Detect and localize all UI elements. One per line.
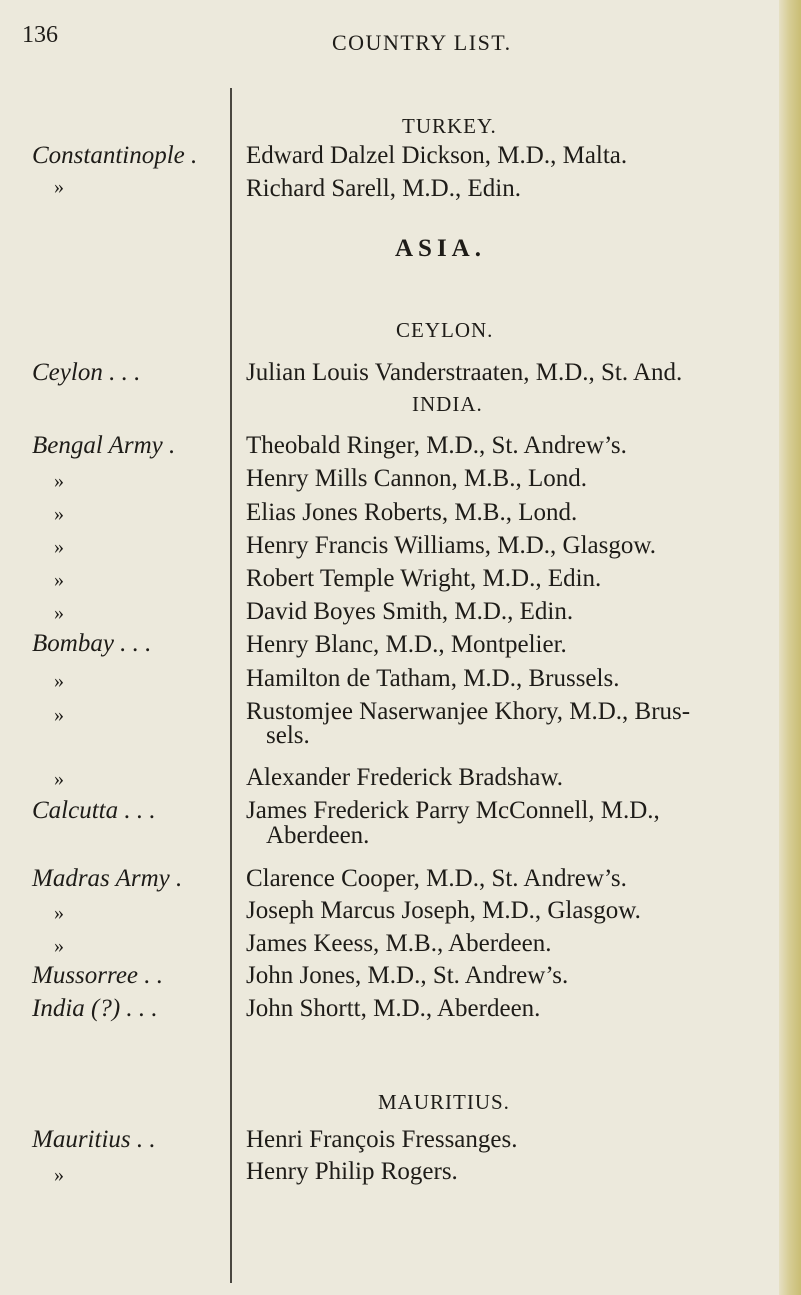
list-item: Hamilton de Tatham, M.D., Brussels. [246,665,620,692]
section-heading-asia: ASIA. [395,235,486,262]
place-label: Ceylon . . . [32,359,141,386]
section-heading-mauritius: MAURITIUS. [378,1090,510,1114]
ditto-mark: » [54,470,64,492]
ditto-mark: » [54,536,64,558]
list-item: Henry Blanc, M.D., Montpelier. [246,631,567,658]
place-label: Madras Army . [32,865,183,892]
list-item: Henry Mills Cannon, M.B., Lond. [246,465,587,492]
ditto-mark: » [54,1164,64,1186]
list-item: James Frederick Parry McConnell, M.D., [246,797,660,824]
list-item: James Keess, M.B., Aberdeen. [246,930,552,957]
ditto-mark: » [54,902,64,924]
list-item: Henry Francis Williams, M.D., Glasgow. [246,532,657,559]
ditto-mark: » [54,768,64,790]
page-number: 136 [22,22,58,48]
list-item: Richard Sarell, M.D., Edin. [246,175,521,202]
list-item: Henry Philip Rogers. [246,1158,458,1185]
page-edge [779,0,801,1295]
list-item: John Jones, M.D., St. Andrew’s. [246,962,569,989]
list-item: Joseph Marcus Joseph, M.D., Glasgow. [246,897,641,924]
list-item: Alexander Frederick Bradshaw. [246,764,564,791]
ditto-mark: » [54,569,64,591]
list-item: John Shortt, M.D., Aberdeen. [246,995,541,1022]
list-item-continuation: Aberdeen. [266,822,370,849]
list-item: Theobald Ringer, M.D., St. Andrew’s. [246,432,627,459]
list-item: Rustomjee Naserwanjee Khory, M.D., Brus- [246,698,691,725]
ditto-mark: » [54,602,64,624]
place-label: Bengal Army . [32,432,176,459]
ditto-mark: » [54,935,64,957]
place-label: Calcutta . . . [32,797,156,824]
place-label: Mussorree . . [32,962,164,989]
list-item: Robert Temple Wright, M.D., Edin. [246,565,602,592]
ditto-mark: » [54,176,64,198]
list-item: Elias Jones Roberts, M.B., Lond. [246,499,578,526]
list-item: Julian Louis Vanderstraaten, M.D., St. And. [246,359,683,386]
ditto-mark: » [54,503,64,525]
ditto-mark: » [54,704,64,726]
section-heading-ceylon: CEYLON. [396,318,494,342]
running-head: COUNTRY LIST. [332,30,512,55]
section-heading-turkey: TURKEY. [402,114,497,138]
place-label: Bombay . . . [32,630,152,657]
place-label: Constantinople . [32,142,198,169]
list-item: Clarence Cooper, M.D., St. Andrew’s. [246,865,627,892]
place-label: Mauritius . . [32,1126,156,1153]
section-heading-india: INDIA. [412,392,483,416]
column-divider [230,88,232,1283]
list-item-continuation: sels. [266,722,310,749]
place-label: India (?) . . . [32,995,158,1022]
list-item: Henri François Fressanges. [246,1126,518,1153]
ditto-mark: » [54,670,64,692]
list-item: David Boyes Smith, M.D., Edin. [246,598,574,625]
list-item: Edward Dalzel Dickson, M.D., Malta. [246,142,628,169]
